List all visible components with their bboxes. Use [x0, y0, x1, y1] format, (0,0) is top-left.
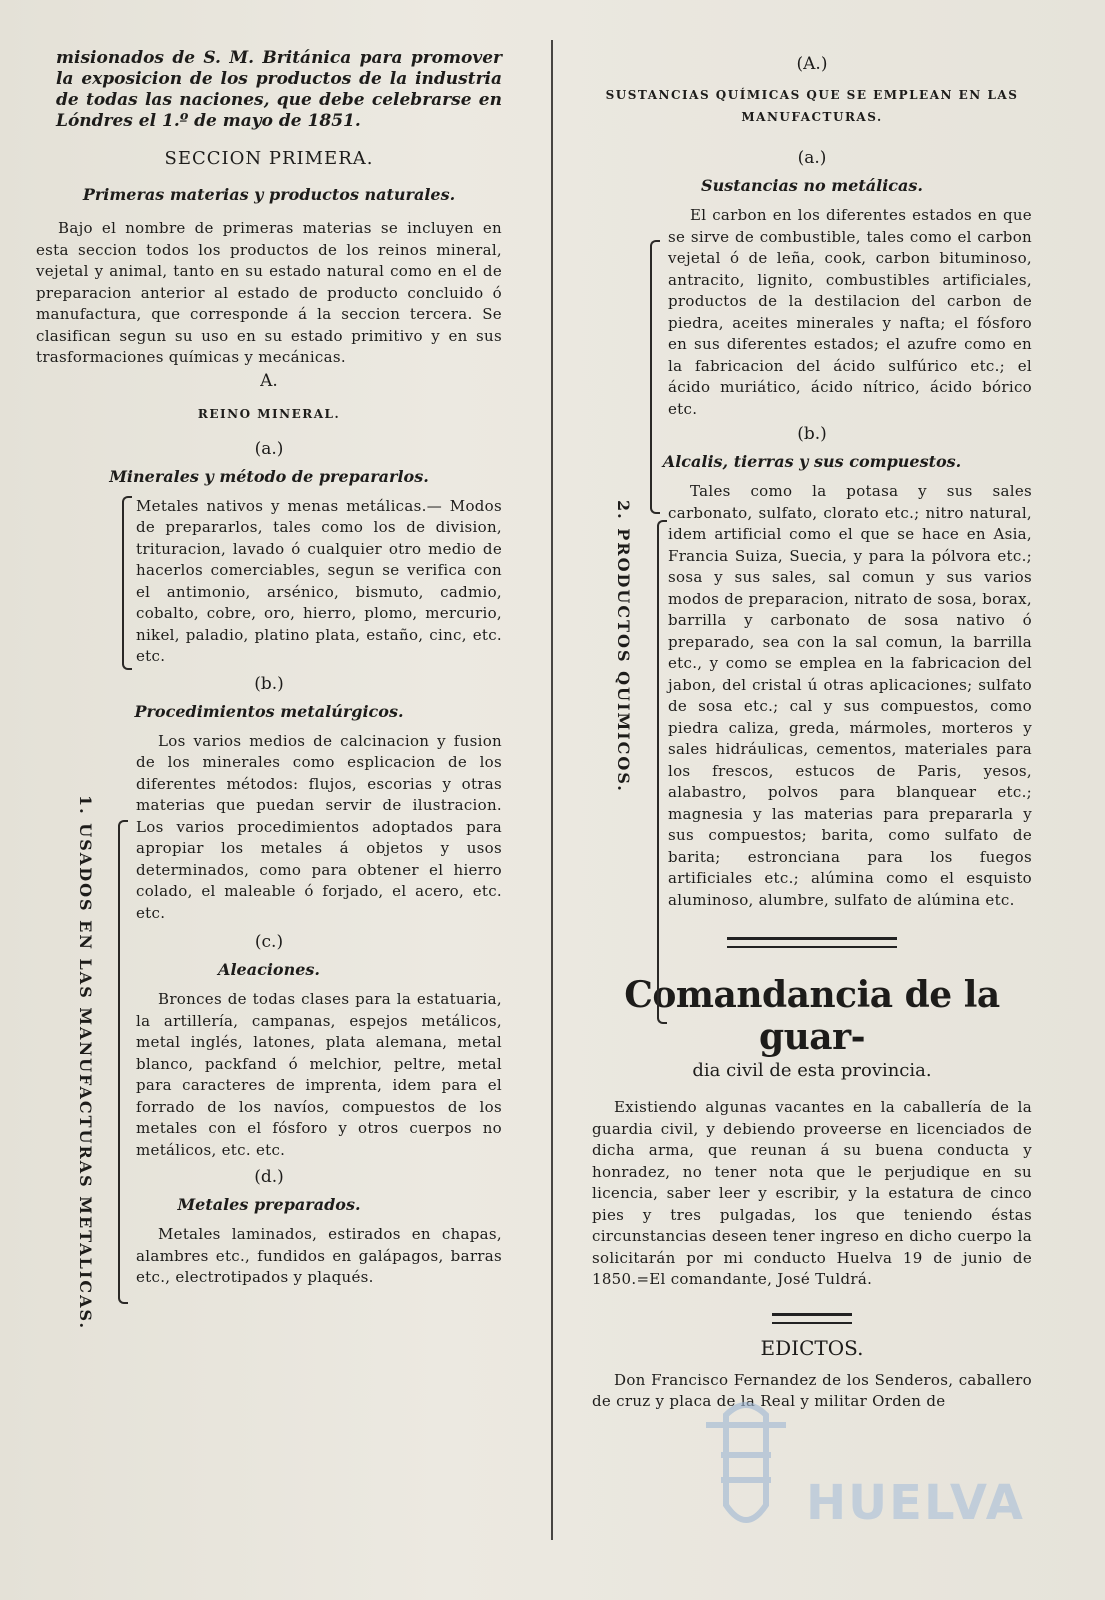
bracket	[122, 496, 132, 670]
subsection-c-text: Bronces de todas clases para la estatuaria, la artillería, campanas, espejos metálicos, metal inglés, latones, plata alemana, metal blanco, packfand ó melchior, peltre, metal para caracteres de imprenta, idem para el forrado de los navíos, compuestos de los metales con el fósforo y otros cuerpos no metálicos, etc. etc.	[136, 990, 502, 1159]
subsection-c-block	[136, 989, 502, 1161]
side-heading-1: 1. USADOS EN LAS MANUFACTURAS METALICAS.	[76, 795, 95, 1331]
short-rule	[772, 1313, 852, 1324]
notice-text: Existiendo algunas vacantes en la caballería de la guardia civil, y debiendo proveerse en licenciados de dicha arma, que reunan á su buena conducta y honradez, no tener nota que le perjudique en su licencia, saber leer y escribir, y la estatura de cinco pies y tres pulgadas, los que teniendo éstas circunstancias deseen tener ingreso en dicho cuerpo la solicitarán por mi conducto Huelva 19 de junio de 1850.=El comandante, José Tuldrá.	[592, 1098, 1032, 1288]
stamp-text: HUELVA	[806, 1475, 1025, 1531]
right-subsection-a-letter: (a.)	[797, 148, 827, 168]
left-column	[36, 48, 502, 1289]
subsection-b-title: Procedimientos metalúrgicos.	[134, 701, 404, 721]
right-subsection-b-letter: (b.)	[797, 424, 827, 444]
subsection-b-block	[136, 731, 502, 925]
subsection-a-text: Metales nativos y menas metálicas.— Modos de prepararlos, tales como los de division, trituracion, lavado ó cualquier otro medio de hacerlos comerciables, segun se verifica con el antimonio, arsénico, bismuto, cadmio, cobalto, cobre, oro, hierro, plomo, mercurio, nikel, paladio, platino plata, estaño, cinc, etc. etc.	[136, 496, 502, 665]
section-title: SECCION PRIMERA.	[164, 148, 374, 169]
right-heading: SUSTANCIAS QUÍMICAS QUE SE EMPLEAN EN LAS MANUFACTURAS.	[605, 88, 1019, 124]
right-subsection-a-title: Sustancias no metálicas.	[701, 176, 923, 195]
subsection-c-letter: (c.)	[254, 932, 284, 952]
column-divider	[551, 40, 553, 1540]
notice-title: Comandancia de la guar-	[624, 974, 1000, 1058]
right-subsection-a-text: El carbon en los diferentes estados en que se sirve de combustible, tales como el carbon vejetal ó de leña, cook, carbon bituminoso, antracito, lignito, combustibles artificiales, productos de la destilacion del carbon de piedra, aceites minerales y nafta; el fósforo en sus diferentes estados; el azufre como en la fabricacion del ácido sulfúrico etc.; el ácido muriático, ácido nítrico, ácido bórico etc.	[668, 206, 1032, 418]
section-paragraph: Bajo el nombre de primeras materias se incluyen en esta seccion todos los productos de los reinos mineral, vejetal y animal, tanto en su estado natural como en el de preparacion anterior al estado de producto concluido ó manufactura, que corresponde á la seccion tercera. Se clasifican segun su uso en su estado primitivo y en sus trasformaciones químicas y mecánicas.	[36, 219, 502, 366]
subsection-c-title: Aleaciones.	[218, 960, 320, 979]
subsection-b-letter: (b.)	[254, 673, 284, 694]
right-letter-A: (A.)	[796, 54, 828, 74]
reino-mineral-heading: REINO MINERAL.	[197, 406, 341, 421]
subsection-a-title: Minerales y método de prepararlos.	[109, 466, 429, 486]
notice-subtitle: dia civil de esta provincia.	[692, 1060, 932, 1081]
subsection-d-letter: (d.)	[254, 1167, 284, 1187]
library-stamp-watermark	[686, 1395, 1025, 1565]
section-subtitle: Primeras materias y productos naturales.	[82, 185, 456, 204]
right-subsection-b-text: Tales como la potasa y sus sales carbonato, sulfato, clorato etc.; nitro natural, idem artificial como el que se hace en Asia, Francia Suiza, Suecia, y para la pólvora etc.; sosa y sus sales, sal comun y sus varios modos de preparacion, nitrato de sosa, borax, barrilla y carbonato de sosa nativo ó preparado, sea con la sal comun, la barrilla etc., y como se emplea en la fabricacion del jabon, del cristal ú otras aplicaciones; sulfato de sosa etc.; cal y sus compuestos, como piedra caliza, greda, mármoles, morteros y sales hidráulicas, cementos, materiales para los frescos, estucos de Paris, yesos, alabastro, polvos para blanquear etc.; magnesia y las materias para prepararla y sus compuestos; barita, como sulfato de barita; estronciana para los fuegos artificiales etc.; alúmina como el esquisto aluminoso, alumbre, sulfato de alúmina etc.	[668, 482, 1032, 909]
subsection-a-block	[136, 496, 502, 668]
subsection-b-text: Los varios medios de calcinacion y fusion de los minerales como esplicacion de los diferentes métodos: flujos, escorias y otras materias que puedan servir de ilustracion. Los varios procedimientos adoptados para apropiar los metales á objetos y usos determinados, como para obtener el hierro colado, el maleable ó forjado, el acero, etc. etc.	[136, 731, 502, 922]
edictos-title: EDICTOS.	[760, 1335, 864, 1360]
letter-A: A.	[260, 370, 278, 391]
right-subsection-a-block	[668, 205, 1032, 420]
intro-text: misionados de S. M. Británica para promover la exposicion de los productos de la industria de todas las naciones, que debe celebrarse en Lóndres el 1.º de mayo de 1851.	[56, 48, 502, 131]
edictos-text: Don Francisco Fernandez de los Senderos, caballero de cruz y placa de la Real y militar Orden de	[592, 1370, 1032, 1410]
double-rule	[727, 937, 897, 948]
side-bracket-2a	[650, 240, 660, 514]
right-subsection-b-block	[668, 481, 1032, 911]
side-bracket-1	[118, 820, 128, 1304]
side-heading-2: 2. PRODUCTOS QUIMICOS.	[614, 500, 633, 793]
subsection-d-title: Metales preparados.	[177, 1195, 361, 1214]
side-bracket-2b	[657, 520, 667, 1024]
subsection-a-letter: (a.)	[254, 438, 284, 459]
subsection-d-text: Metales laminados, estirados en chapas, alambres etc., fundidos en galápagos, barras etc., electrotipados y plaqués.	[136, 1225, 502, 1286]
right-subsection-b-title: Alcalis, tierras y sus compuestos.	[662, 452, 962, 471]
subsection-d-block	[136, 1224, 502, 1289]
